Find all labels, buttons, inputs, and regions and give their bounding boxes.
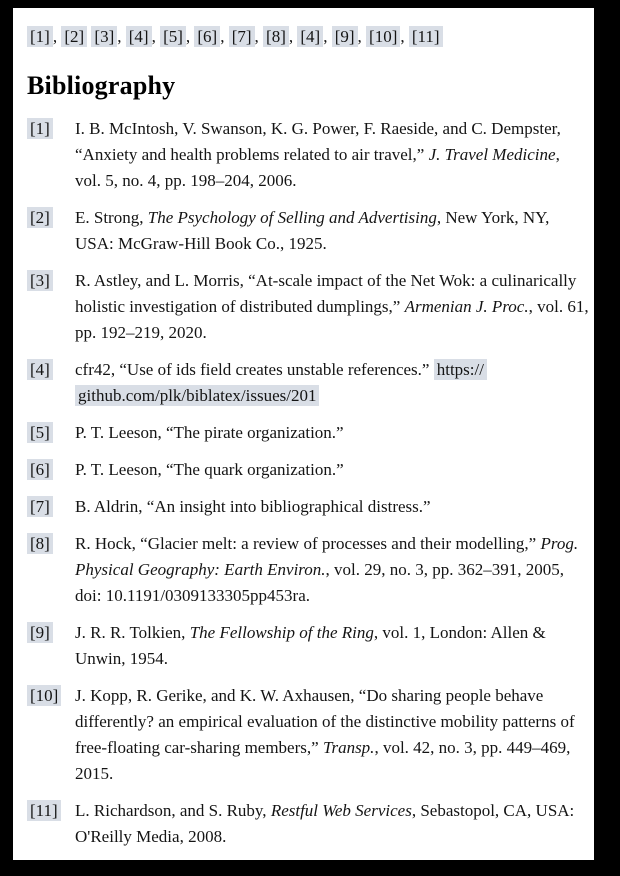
reference-anchor-link[interactable]: [3]	[27, 270, 53, 291]
reference-item	[27, 268, 590, 346]
reference-text	[75, 116, 590, 194]
reference-segment: J. R. R. Tolkien,	[75, 623, 190, 642]
reference-item	[27, 357, 590, 409]
reference-label	[27, 531, 75, 609]
citation-link[interactable]: [5]	[160, 26, 186, 47]
reference-item	[27, 205, 590, 257]
reference-label	[27, 457, 75, 483]
reference-segment: R. Hock, “Glacier melt: a review of processes and their modelling,”	[75, 534, 541, 553]
work-title: Armenian J. Proc.	[404, 297, 529, 316]
reference-text	[75, 268, 590, 346]
reference-text	[75, 205, 590, 257]
reference-segment: , Sebastopol, CA, USA: O'Reilly Media, 2008.	[75, 801, 575, 846]
citation-link[interactable]: [2]	[61, 26, 87, 47]
reference-segment: B. Aldrin, “An insight into bibliographical distress.”	[75, 497, 431, 516]
reference-anchor-link[interactable]: [10]	[27, 685, 61, 706]
reference-label	[27, 494, 75, 520]
citation-link[interactable]: [8]	[263, 26, 289, 47]
citation-link[interactable]: [4]	[297, 26, 323, 47]
work-title: J. Travel Medicine	[428, 145, 556, 164]
citation-link[interactable]: [3]	[91, 26, 117, 47]
reference-segment: E. Strong,	[75, 208, 148, 227]
reference-item	[27, 798, 590, 850]
reference-text	[75, 798, 590, 850]
reference-text	[75, 457, 590, 483]
work-title: The Psychology of Selling and Advertising	[147, 208, 437, 227]
reference-segment: R. Astley, and L. Morris, “At-scale impact of the Net Wok: a culinarically holistic investigation of distributed dumplings,”	[75, 271, 577, 316]
reference-label	[27, 205, 75, 257]
citation-link[interactable]: [11]	[409, 26, 443, 47]
reference-label	[27, 268, 75, 346]
reference-item	[27, 420, 590, 446]
reference-segment: P. T. Leeson, “The quark organization.”	[75, 460, 344, 479]
citation-line: [1] , [2] [3] , [4] , [5] , [6] , [7] , [8] , [4] , [9] , [10] , [11]	[27, 26, 590, 48]
reference-segment: , vol. 5, no. 4, pp. 198–204, 2006.	[75, 145, 560, 190]
reference-label	[27, 798, 75, 850]
pdf-page	[13, 8, 594, 860]
reference-label	[27, 420, 75, 446]
reference-item	[27, 116, 590, 194]
reference-item	[27, 494, 590, 520]
external-url-link[interactable]: https://	[434, 359, 487, 380]
reference-segment: , vol. 29, no. 3, pp. 362–391, 2005, doi: 10.1191/0309133305pp453ra.	[75, 560, 565, 605]
reference-text	[75, 357, 590, 409]
reference-label	[27, 116, 75, 194]
work-title: Transp.	[322, 738, 375, 757]
reference-anchor-link[interactable]: [11]	[27, 800, 61, 821]
work-title: Prog. Physical Geography: Earth Environ.	[75, 534, 579, 579]
reference-anchor-link[interactable]: [2]	[27, 207, 53, 228]
citation-link[interactable]: [9]	[332, 26, 358, 47]
reference-item	[27, 620, 590, 672]
reference-segment: J. Kopp, R. Gerike, and K. W. Axhausen, “Do sharing people behave differently? an empirical evaluation of the distinctive mobility patterns of free-floating car-sharing members,”	[75, 686, 575, 757]
reference-item	[27, 531, 590, 609]
reference-segment: , vol. 42, no. 3, pp. 449–469, 2015.	[75, 738, 571, 783]
reference-text	[75, 683, 590, 787]
reference-text	[75, 420, 590, 446]
reference-anchor-link[interactable]: [5]	[27, 422, 53, 443]
reference-segment: cfr42, “Use of ids field creates unstable references.”	[75, 360, 434, 379]
work-title: The Fellowship of the Ring	[189, 623, 374, 642]
reference-segment: , New York, NY, USA: McGraw-Hill Book Co., 1925.	[75, 208, 550, 253]
reference-anchor-link[interactable]: [1]	[27, 118, 53, 139]
reference-item	[27, 457, 590, 483]
reference-segment: , vol. 61, pp. 192–219, 2020.	[75, 297, 589, 342]
citation-link[interactable]: [4]	[126, 26, 152, 47]
citation-link[interactable]: [7]	[229, 26, 255, 47]
reference-segment: , vol. 1, London: Allen & Unwin, 1954.	[75, 623, 546, 668]
work-title: Restful Web Services	[270, 801, 412, 820]
reference-segment: P. T. Leeson, “The pirate organization.”	[75, 423, 344, 442]
reference-segment: L. Richardson, and S. Ruby,	[75, 801, 271, 820]
reference-anchor-link[interactable]: [4]	[27, 359, 53, 380]
citation-link[interactable]: [10]	[366, 26, 400, 47]
reference-label	[27, 357, 75, 409]
citation-link[interactable]: [1]	[27, 26, 53, 47]
reference-anchor-link[interactable]: [7]	[27, 496, 53, 517]
reference-segment: I. B. McIntosh, V. Swanson, K. G. Power, F. Raeside, and C. Dempster, “Anxiety and health problems related to air travel,”	[75, 119, 561, 164]
bibliography-heading: Bibliography	[27, 71, 176, 100]
reference-anchor-link[interactable]: [8]	[27, 533, 53, 554]
reference-list	[27, 116, 590, 850]
reference-label	[27, 620, 75, 672]
reference-text	[75, 620, 590, 672]
citation-link[interactable]: [6]	[194, 26, 220, 47]
external-url-link[interactable]: github.com/plk/biblatex/issues/201	[75, 385, 319, 406]
reference-text	[75, 531, 590, 609]
reference-label	[27, 683, 75, 787]
reference-text	[75, 494, 590, 520]
reference-item	[27, 683, 590, 787]
reference-anchor-link[interactable]: [6]	[27, 459, 53, 480]
reference-anchor-link[interactable]: [9]	[27, 622, 53, 643]
